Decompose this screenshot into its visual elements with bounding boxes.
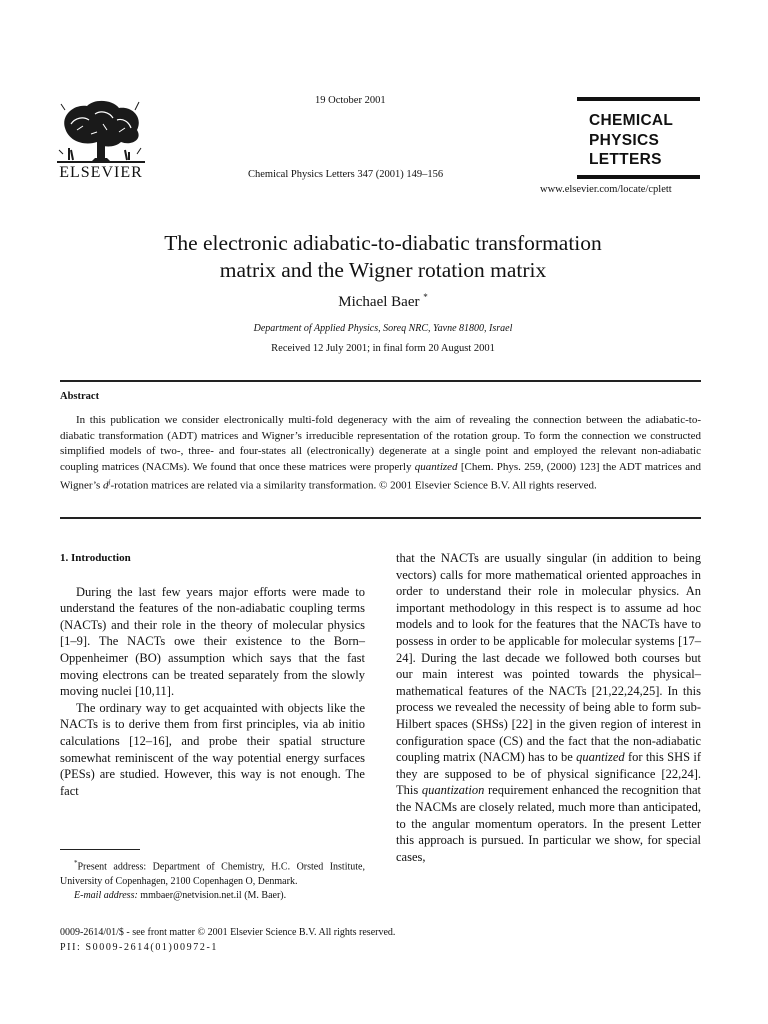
footnote-address: [60, 856, 365, 889]
article-title: [60, 230, 706, 284]
abstract-heading: Abstract: [60, 391, 100, 402]
section-heading: 1. Introduction: [60, 552, 131, 564]
email-address-link[interactable]: mmbaer@netvision.net.il (M. Baer).: [140, 890, 287, 902]
left-column: [60, 550, 365, 799]
publisher-name: ELSEVIER: [59, 164, 143, 181]
abstract-italic-term: quantized: [414, 460, 458, 473]
footnote-address-text: Present address: Department of Chemistry, H.C. Orsted Institute, University of Copenhagen, 2100 Copenhagen O, Denmark.: [60, 861, 365, 887]
journal-title-line: CHEMICAL: [589, 112, 674, 129]
body-text: for this SHS if they are supposed to be of physical significance [22,24]. This: [396, 750, 702, 798]
abstract-body: [60, 413, 701, 495]
italic-term: quantized: [576, 750, 625, 765]
body-paragraph: During the last few years major efforts were made to understand the features of the non-adiabatic coupling terms (NACTs) and their role in the theory of molecular physics [1–9]. The NACTs owe their existence to the Born–Oppenheimer (BO) assumption which says that the fast moving electrons can be treated separately from the slowly moving nuclei [10,11].: [60, 584, 365, 699]
body-text: that the NACTs are usually singular (in addition to being vectors) calls for more mathematical oriented approaches in order to understand their role in molecular physics. An important methodology in this respect is to assume ad hoc models and to look for the features that the NACTs have to possess in order to be applicable for molecular systems [17–24]. During the last decade we followed both courses but our main interest was pointed towards the physical–mathematical features of the NACTs [21,22,24,25]. In this process we revealed the necessity of being able to form sub-Hilbert spaces (SHSs) [22] in the given region of interest in configuration space (CS) and the fact that the non-adiabatic coupling matrix (NACM) has to be: [396, 551, 701, 765]
author-footnote: [60, 856, 365, 904]
author-line: [60, 292, 706, 311]
masthead-bottom-rule: [577, 175, 700, 179]
italic-term: quantization: [421, 783, 485, 798]
abstract-top-divider: [60, 380, 701, 382]
pii-line: PII: S0009-2614(01)00972-1: [60, 942, 218, 953]
footnote-email: [60, 889, 365, 904]
journal-url-link[interactable]: www.elsevier.com/locate/cplett: [540, 184, 672, 195]
journal-title-line: PHYSICS: [589, 131, 660, 149]
journal-citation: Chemical Physics Letters 347 (2001) 149–156: [248, 169, 444, 180]
article-title-line: matrix and the Wigner rotation matrix: [219, 258, 547, 282]
body-paragraph: [396, 550, 701, 865]
article-title-line: The electronic adiabatic-to-diabatic transformation: [164, 231, 602, 255]
author-affiliation: Department of Applied Physics, Soreq NRC, Yavne 81800, Israel: [253, 323, 513, 334]
copyright-line: 0009-2614/01/$ - see front matter © 2001 Elsevier Science B.V. All rights reserved.: [60, 927, 396, 938]
body-paragraph: The ordinary way to get acquainted with objects like the NACTs is to derive them from first principles, via ab initio calculations [12–16], and probe their spatial structure somewhat reminiscent of the way potential energy surfaces (PESs) are studied. However, this way is not enough. The fact: [60, 700, 365, 798]
wigner-d-symbol: d: [103, 480, 109, 493]
publisher-logo: [55, 98, 147, 182]
footnote-divider: [60, 849, 140, 850]
footnote-mark: *: [74, 859, 78, 867]
email-label: E-mail address:: [74, 890, 138, 902]
right-column: [396, 550, 701, 865]
abstract-text: In this publication we consider electronically multi-fold degeneracy with the aim of revealing the connection between the adiabatic-to-diabatic transformation (ADT) matrices and Wigner’s irreducible representation of the rotation group. To form the connection we constructed simplified models of two-, three- and four-states all (electronically) degenerate at a single point and employed the relevant non-adiabatic coupling matrices (NACMs). We found that once these matrices were properly: [60, 414, 701, 473]
author-footnote-mark[interactable]: *: [423, 292, 428, 302]
elsevier-tree-logo-icon: [55, 98, 147, 164]
front-matter: [60, 925, 395, 955]
journal-title-line: LETTERS: [589, 151, 662, 168]
wigner-d-superscript: j: [108, 478, 111, 487]
author-name: Michael Baer: [338, 294, 420, 310]
issue-date: 19 October 2001: [315, 95, 386, 106]
abstract-text: [Chem. Phys. 259, (2000) 123] the ADT matrices and Wigner’s: [60, 460, 701, 493]
abstract-bottom-divider: [60, 517, 701, 519]
masthead-top-rule: [577, 97, 700, 101]
body-text: requirement enhanced the recognition that the NACMs are closely related, much more than anticipated, to the angular momentum operators. In the present Letter this approach is pursued. In particular we show, for special cases,: [396, 783, 701, 864]
abstract-text: -rotation matrices are related via a similarity transformation. © 2001 Elsevier Science B.V. All rights reserved.: [110, 480, 597, 493]
received-dates: Received 12 July 2001; in final form 20 August 2001: [271, 343, 495, 354]
journal-title: [589, 111, 673, 170]
